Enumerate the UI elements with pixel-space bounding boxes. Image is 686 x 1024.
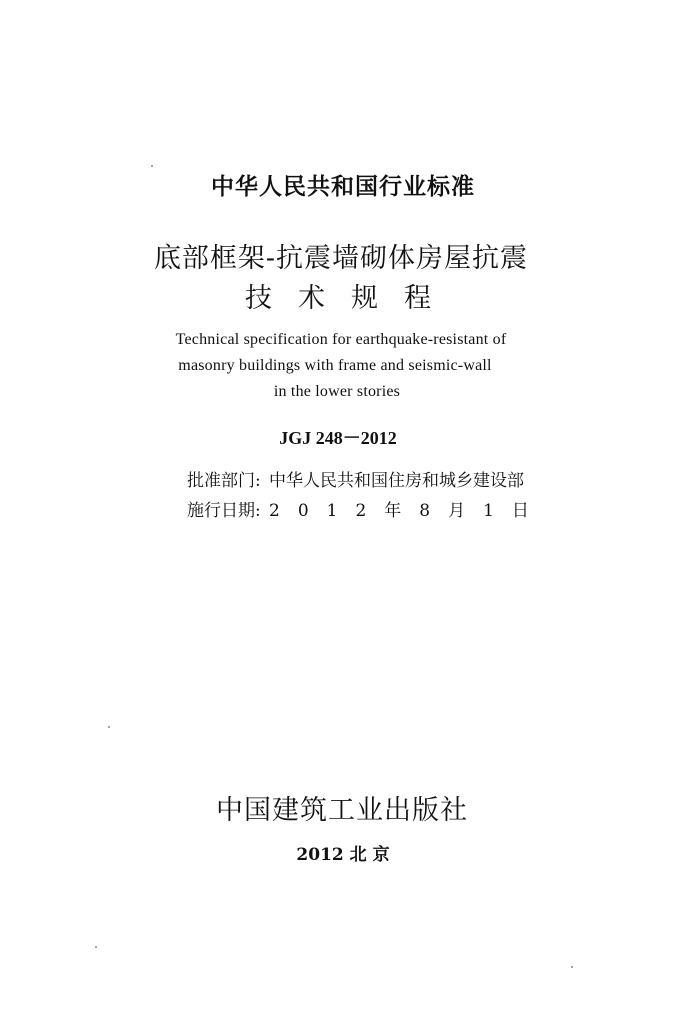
standard-code: JGJ 248－2012	[279, 428, 397, 448]
title-english-line3: in the lower stories	[273, 383, 401, 400]
effective-date-row	[187, 496, 547, 521]
publication-place-year: 2012 北 京	[296, 845, 390, 865]
approval-value: 中华人民共和国住房和城乡建设部	[269, 471, 524, 491]
title-english-line1: Technical specification for earthquake-resistant of	[175, 331, 507, 348]
scan-speck	[151, 165, 153, 167]
scan-speck	[571, 966, 573, 968]
publisher: 中国建筑工业出版社	[216, 795, 468, 826]
standard-category: 中华人民共和国行业标准	[211, 174, 475, 200]
approval-label: 批准部门:	[187, 471, 261, 491]
title-chinese-line1: 底部框架-抗震墙砌体房屋抗震	[153, 243, 529, 274]
effective-date-label: 施行日期:	[187, 501, 261, 521]
title-chinese-line2: 技术规程	[245, 283, 457, 314]
approval-row	[187, 466, 547, 491]
scan-speck	[108, 726, 110, 728]
effective-date-value: 2012年8月1日	[269, 501, 547, 521]
scan-speck	[95, 946, 97, 948]
title-english-line2: masonry buildings with frame and seismic-wall	[178, 357, 492, 374]
